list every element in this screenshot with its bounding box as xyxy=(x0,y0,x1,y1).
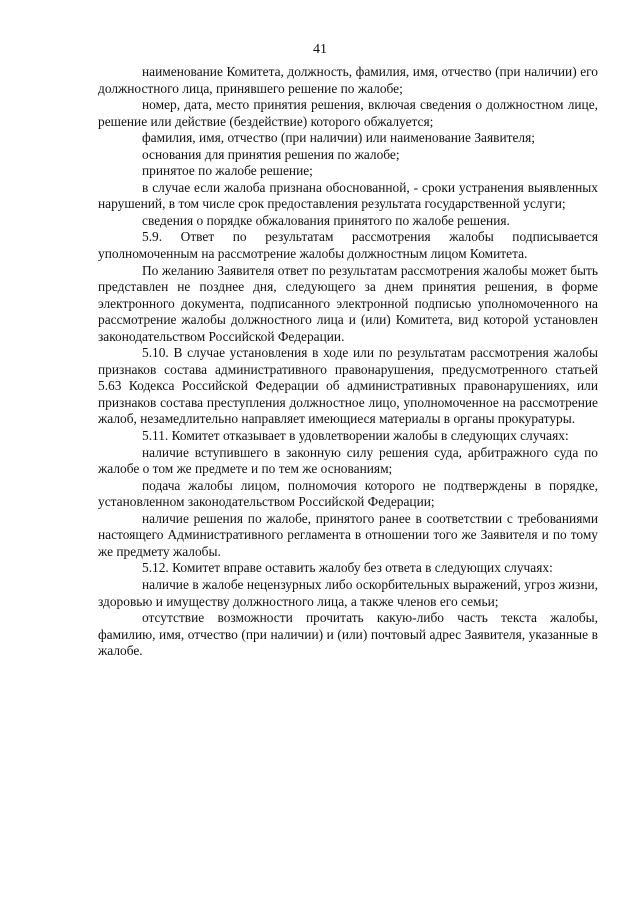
paragraph: наличие решения по жалобе, принятого ранее в соответствии с требованиями настоящего Административного регламента в отношении того же Заявителя и по тому же предмету жалобы. xyxy=(98,510,598,559)
paragraph: основания для принятия решения по жалобе; xyxy=(142,146,400,162)
paragraph: отсутствие возможности прочитать какую-либо часть текста жалобы, фамилию, имя, отчество (при наличии) и (или) почтовый адрес Заявителя, указанные в жалобе. xyxy=(98,610,598,659)
paragraph: принятое по жалобе решение; xyxy=(142,163,313,179)
paragraph: По желанию Заявителя ответ по результатам рассмотрения жалобы может быть представлен не позднее дня, следующего за днем принятия решения, в форме электронного документа, подписанного электронной подписью уполномоченного на рассмотрение жалобы должностного лица и (или) Комитета, вид которой установлен законодательством Российской Федерации. xyxy=(98,262,598,344)
paragraph: 5.9. Ответ по результатам рассмотрения жалобы подписывается уполномоченным на рассмотрение жалобы должностным лицом Комитета. xyxy=(98,229,598,262)
paragraph: 5.11. Комитет отказывает в удовлетворении жалобы в следующих случаях: xyxy=(142,428,569,444)
paragraph: сведения о порядке обжалования принятого по жалобе решения. xyxy=(142,212,510,228)
paragraph: наличие вступившего в законную силу решения суда, арбитражного суда по жалобе о том же предмете и по тем же основаниям; xyxy=(98,444,598,477)
paragraph: подача жалобы лицом, полномочия которого не подтверждены в порядке, установленном законодательством Российской Федерации; xyxy=(98,477,598,510)
paragraph: фамилия, имя, отчество (при наличии) или наименование Заявителя; xyxy=(142,130,535,146)
paragraph: номер, дата, место принятия решения, включая сведения о должностном лице, решение или действие (бездействие) которого обжалуется; xyxy=(98,97,598,129)
document-body xyxy=(98,64,598,660)
paragraph: 5.12. Комитет вправе оставить жалобу без ответа в следующих случаях: xyxy=(142,560,553,576)
paragraph: наименование Комитета, должность, фамилия, имя, отчество (при наличии) его должностного лица, принявшего решение по жалобе; xyxy=(98,64,598,96)
page-number: 41 xyxy=(313,42,327,57)
paragraph: наличие в жалобе нецензурных либо оскорбительных выражений, угроз жизни, здоровью и имуществу должностного лица, а также членов его семьи; xyxy=(98,576,598,609)
paragraph: 5.10. В случае установления в ходе или по результатам рассмотрения жалобы признаков состава административного правонарушения, предусмотренного статьей 5.63 Кодекса Российской Федерации об административных правонарушениях, или признаков состава преступления должностное лицо, уполномоченное на рассмотрение жалоб, незамедлительно направляет имеющиеся материалы в органы прокуратуры. xyxy=(98,345,598,427)
paragraph: в случае если жалоба признана обоснованной, - сроки устранения выявленных нарушений, в том числе срок предоставления результата государственной услуги; xyxy=(98,179,598,212)
